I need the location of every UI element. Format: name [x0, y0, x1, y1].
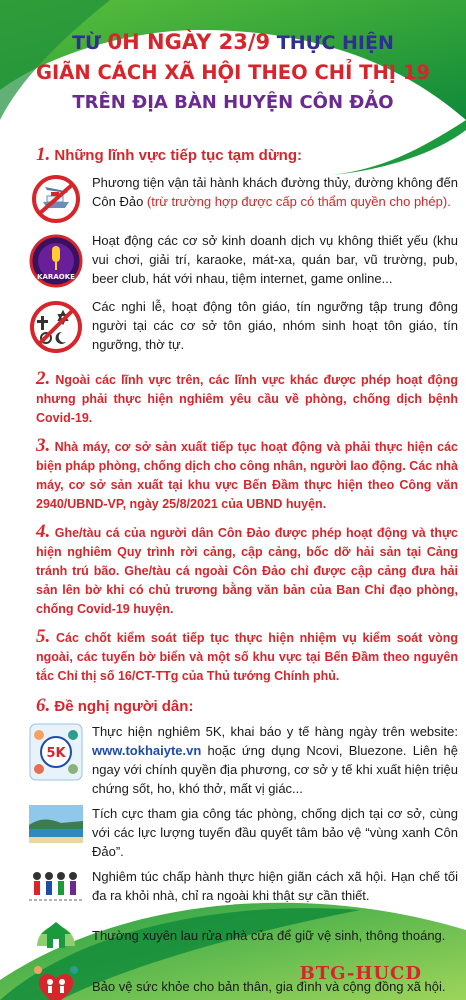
header-line1 — [0, 30, 466, 55]
section1-item-1-text: Phương tiện vận tải hành khách đường thủy, đường không đến Côn Đảo (trừ trường hợp được cấp có thẩm quyền cho phép). — [92, 175, 458, 209]
section6-item-1 — [28, 722, 458, 798]
header — [0, 30, 466, 114]
footer-signature: BTG-HUCD — [299, 963, 422, 984]
section1-item-1 — [28, 173, 458, 225]
cruise-ship-plane-icon — [28, 173, 84, 225]
karaoke-icon — [28, 231, 84, 291]
family-health-icon — [28, 963, 84, 1000]
section6-item-4 — [28, 915, 458, 955]
section1-number: 1. — [36, 144, 51, 165]
paragraph-5-text: Các chốt kiểm soát tiếp tục thực hiện nhiệm vụ kiểm soát vòng ngoài, các tuyến bờ biển và một số khu vực tại Bến Đầm theo nguyên tắc Chỉ thị số 16/CT-TTg của Thủ tướng Chính phủ. — [36, 631, 458, 683]
paragraph-3-text: Nhà máy, cơ sở sản xuất tiếp tục hoạt động và phải thực hiện các biện pháp phòng, chống dịch cho công nhân, người lao động. Các nhà máy, cơ sở sản xuất tại khu vực Bến Đầm thực hiện theo Công văn 2940/UBND-VP, ngày 25/8/2021 của UBND huyện. — [36, 440, 458, 511]
section1-item-3 — [28, 297, 458, 357]
paragraph-2-number: 2. — [36, 368, 51, 389]
paragraph-4-text: Ghe/tàu cá của người dân Côn Đảo được phép hoạt động và thực hiện nghiêm Quy trình rời cảng, cập cảng, bốc dỡ hải sản tại Cảng tránh trú bão. Ghe/tàu cá ngoài Côn Đảo chỉ được cập cảng đưa hải sản lên bờ khi có chủ trương bằng văn bản của Ban Chỉ đạo phòng, chống Covid-19 huyện. — [36, 526, 458, 616]
section6-number: 6. — [36, 695, 51, 716]
header-line1-pre: TỪ — [72, 32, 108, 54]
section1-item-3-text: Các nghi lễ, hoạt động tôn giáo, tín ngưỡng tập trung đông người tại các cơ sở tôn giáo, nhóm sinh hoạt tôn giáo, tín ngưỡng, thờ tự. — [92, 299, 458, 352]
header-time: 0H NGÀY 23/9 — [107, 30, 271, 54]
paragraph-4 — [36, 522, 458, 619]
section6-item-2-text: Tích cực tham gia công tác phòng, chống dịch tại cơ sở, cùng với các lực lượng tuyến đầu quyết tâm bảo vệ “vùng xanh Côn Đảo”. — [92, 806, 458, 859]
paragraph-3 — [36, 436, 458, 514]
section1-item-2 — [28, 231, 458, 291]
section1-title — [36, 145, 458, 165]
paragraph-5 — [36, 627, 458, 686]
religion-symbols-icon — [28, 297, 84, 357]
header-line2: GIÃN CÁCH XÃ HỘI THEO CHỈ THỊ 19 — [36, 61, 430, 84]
section1-title-text: Những lĩnh vực tiếp tục tạm dừng: — [54, 147, 303, 164]
paragraph-3-number: 3. — [36, 435, 51, 456]
exception-note: (trừ trường hợp được cấp có thẩm quyền cho phép). — [146, 194, 451, 209]
karaoke-label: KARAOKE — [37, 273, 75, 281]
paragraph-5-number: 5. — [36, 626, 51, 647]
section6-item-5-text: Bảo vệ sức khỏe cho bản thân, gia đình và cộng đồng xã hội. — [92, 978, 446, 994]
section6-item-3 — [28, 867, 458, 907]
section1-item-2-text: Hoạt động các cơ sở kinh doanh dịch vụ không thiết yếu (khu vui chơi, giải trí, karaoke, mát-xa, quán bar, vũ trường, pub, beer club, hát với nhau, tiệm internet, game online... — [92, 233, 458, 286]
paragraph-2-text: Ngoài các lĩnh vực trên, các lĩnh vực khác được phép hoạt động nhưng phải thực hiện nghiêm yêu cầu về phòng, chống dịch bệnh Covid-19. — [36, 373, 458, 425]
section6-title — [36, 696, 458, 716]
content — [36, 145, 458, 1000]
5k-label: 5K — [46, 746, 66, 761]
header-line3: TRÊN ĐỊA BÀN HUYỆN CÔN ĐẢO — [72, 92, 394, 113]
section6-item-3-text: Nghiêm túc chấp hành thực hiện giãn cách xã hội. Hạn chế tối đa ra khỏi nhà, chỉ ra ngoài khi thật sự cần thiết. — [92, 869, 458, 903]
header-line1-post: THỰC HIỆN — [270, 32, 394, 54]
section6-item-1-text: Thực hiện nghiêm 5K, khai báo y tế hàng ngày trên website: www.tokhaiyte.vn hoặc ứng dụng Ncovi, Bluezone. Liên hệ ngay với chính quyền địa phương, cơ sở y tế khi xuất hiện triệu chứng sốt, ho, khó thở, mất vị giác... — [92, 724, 458, 796]
clean-house-icon — [28, 915, 84, 955]
paragraph-4-number: 4. — [36, 521, 51, 542]
section6-item-4-text: Thường xuyên lau rửa nhà cửa để giữ vệ sinh, thông thoáng. — [92, 927, 446, 943]
5k-icon — [28, 722, 84, 782]
section6-item-2 — [28, 804, 458, 861]
tokhaiyte-link[interactable]: www.tokhaiyte.vn — [92, 743, 202, 758]
section6-title-text: Đề nghị người dân: — [54, 698, 194, 715]
people-distancing-icon — [28, 867, 84, 907]
beach-landscape-icon — [28, 804, 84, 844]
paragraph-2 — [36, 369, 458, 428]
